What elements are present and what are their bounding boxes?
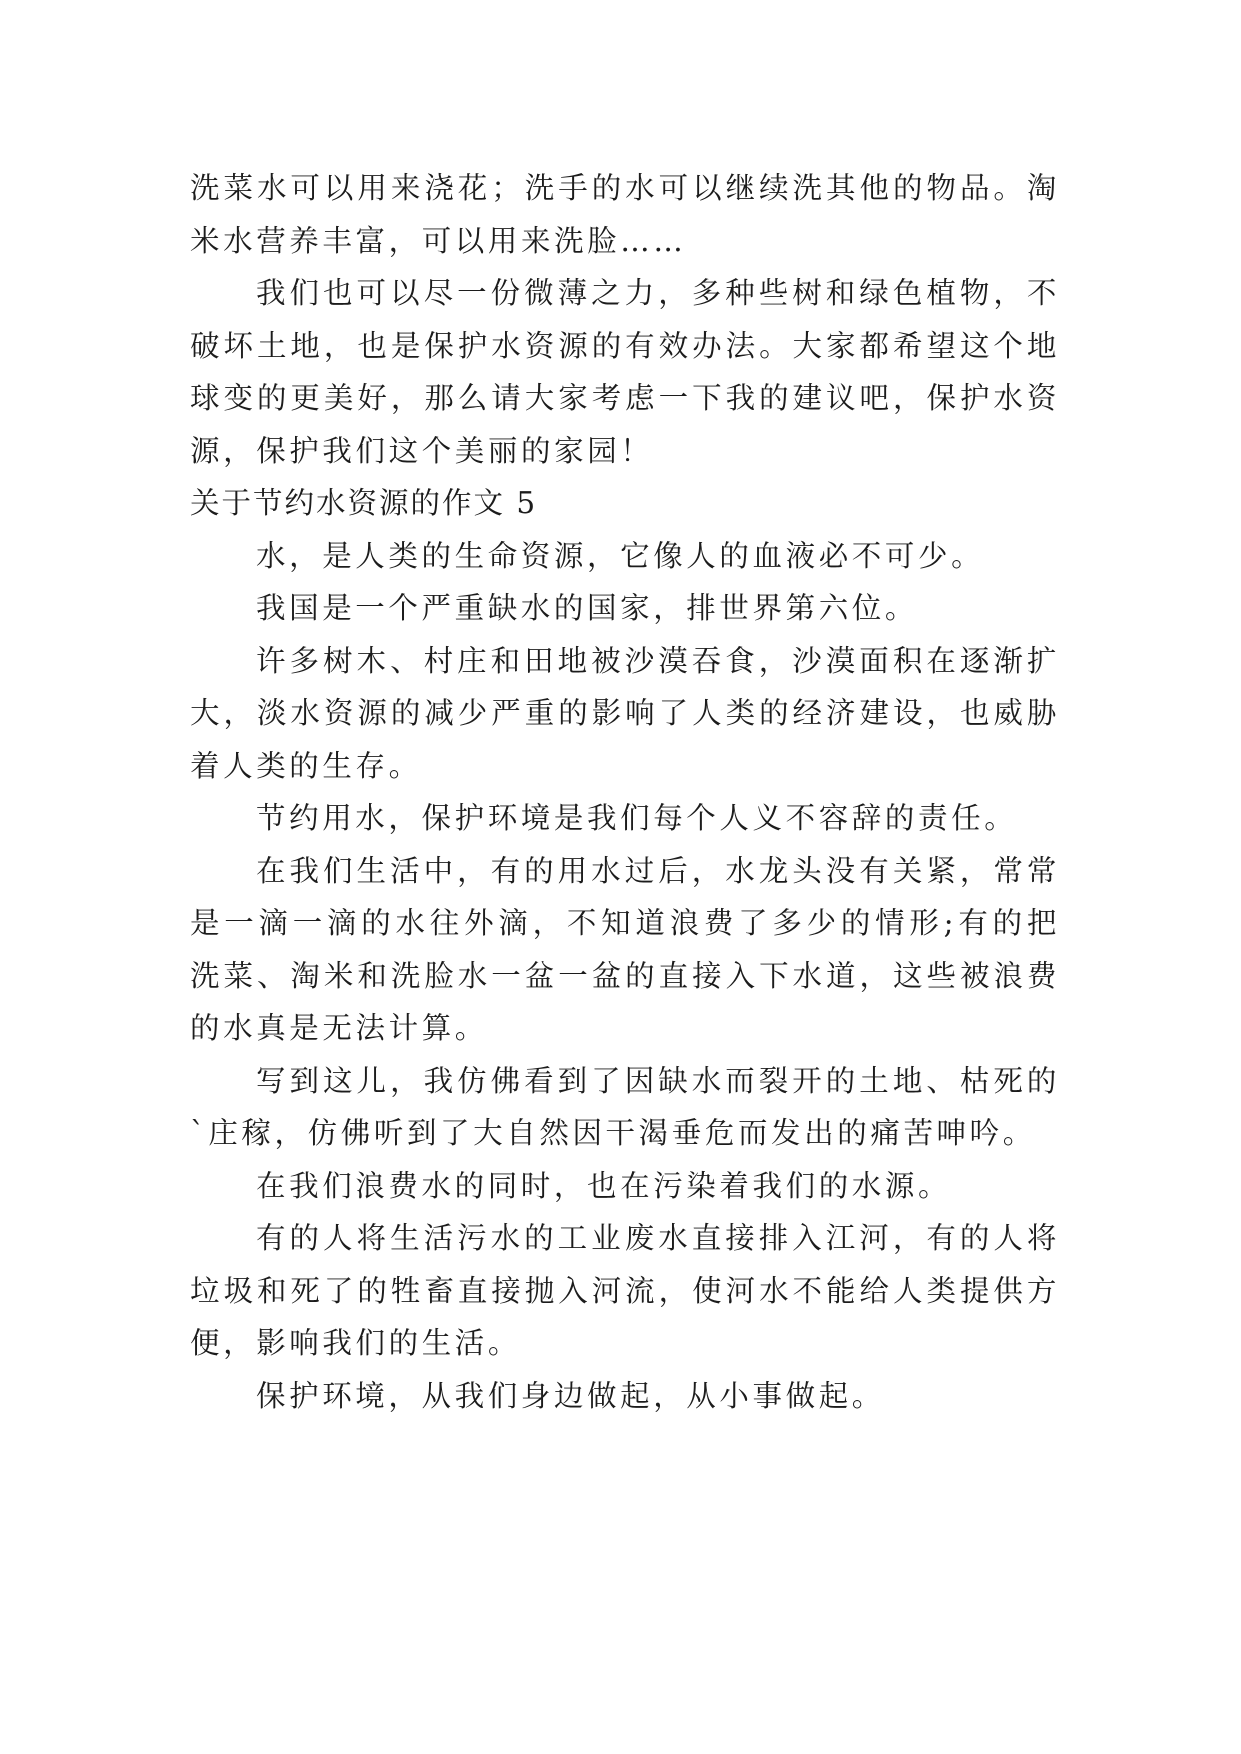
paragraph-2: 我们也可以尽一份微薄之力，多种些树和绿色植物，不破坏土地，也是保护水资源的有效办法。大家都希望这个地球变的更美好，那么请大家考虑一下我的建议吧，保护水资源，保护我们这个美丽的家园！ [190, 276, 1060, 468]
paragraph-5: 许多树木、村庄和田地被沙漠吞食，沙漠面积在逐渐扩大，淡水资源的减少严重的影响了人类的经济建设，也威胁着人类的生存。 [190, 643, 1060, 783]
document-page [190, 162, 1060, 1422]
paragraph-8: 写到这儿，我仿佛看到了因缺水而裂开的土地、枯死的`庄稼，仿佛听到了大自然因干渴垂危而发出的痛苦呻吟。 [190, 1063, 1060, 1150]
paragraph-3: 水，是人类的生命资源，它像人的血液必不可少。 [256, 538, 985, 573]
paragraph-7: 在我们生活中，有的用水过后，水龙头没有关紧，常常是一滴一滴的水往外滴，不知道浪费了多少的情形;有的把洗菜、淘米和洗脸水一盆一盆的直接入下水道，这些被浪费的水真是无法计算。 [190, 853, 1060, 1045]
paragraph-4: 我国是一个严重缺水的国家，排世界第六位。 [256, 591, 919, 625]
paragraph-11: 保护环境，从我们身边做起，从小事做起。 [256, 1378, 885, 1413]
paragraph-9: 在我们浪费水的同时，也在污染着我们的水源。 [256, 1168, 952, 1203]
paragraph-1: 洗菜水可以用来浇花；洗手的水可以继续洗其他的物品。淘米水营养丰富，可以用来洗脸…… [190, 171, 1060, 258]
paragraph-6: 节约用水，保护环境是我们每个人义不容辞的责任。 [256, 801, 1018, 835]
paragraph-10: 有的人将生活污水的工业废水直接排入江河，有的人将垃圾和死了的牲畜直接抛入河流，使河水不能给人类提供方便，影响我们的生活。 [190, 1221, 1060, 1360]
essay-heading: 关于节约水资源的作文 5 [190, 486, 538, 520]
